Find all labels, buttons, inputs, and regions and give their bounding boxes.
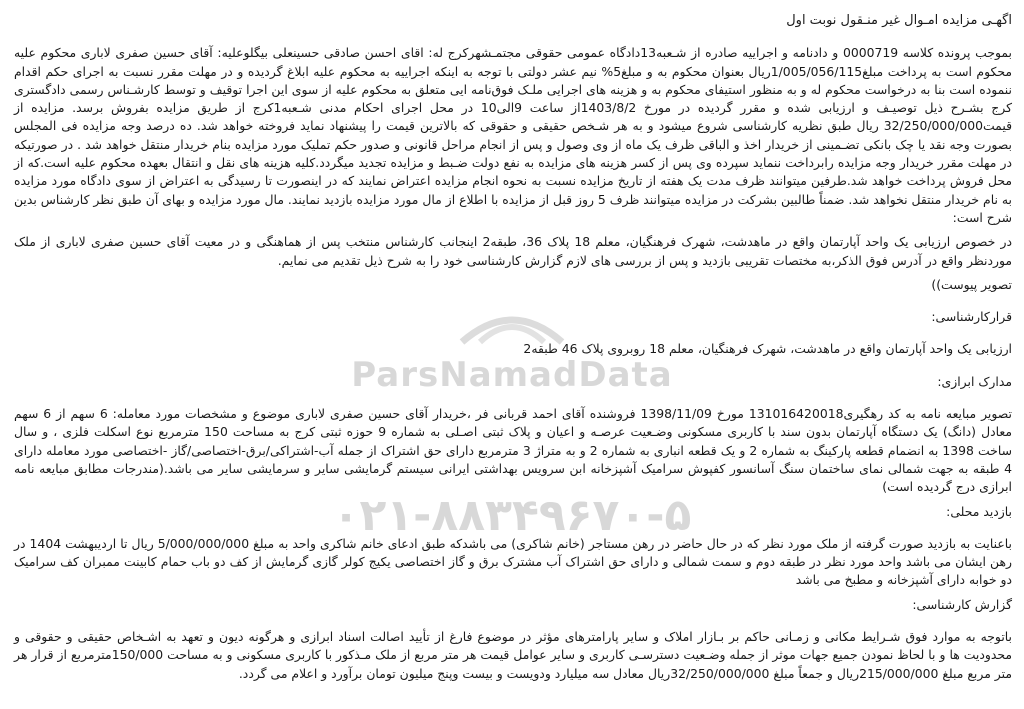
watermark-phone: ۰۲۱-۸۸۳۴۹۶۷۰-۵ [332,490,692,541]
expert-order-heading: قرارکارشناسی: [931,309,1012,325]
intro-paragraph: بموجب پرونده کلاسه 0000719 و دادنامه و اجراییه صادره از شـعبه13دادگاه عمومی حقوقی مجتمـشهرکرج له: اقای احسن صادقی حسینعلی بیگلوعلیه: آقای حسین صفری لاباری محکوم علیه محکوم است به پرداخت مبلغ1/005/056/115ریال بعنوان محکوم به و مبلغ5% نیم عشر دولتی با توجه به اینکه اجراییه به محکوم علیه ابلاغ گردیده و در مهلت مقرر نسبت به اجرای حکم اقدام ننموده است بنا به درخواست محکوم له و به منظور استیفای محکوم به و هزینه های اجرایی ملـک فوق‌نامه ایی متعلق به محکوم علیه از سوی این اجرا توقیف و توسط کارشـناس رسمی دادگستری کرج بشـرح ذیل توصیـف و ارزیابی شده و مقرر گردیده در مورخ 1403/8/2از ساعت 9الی10 در محل اجرای احکام مدنی شـعبه1کرج از طریق مزایده بفروش برسد. مزایده از قیمت32/250/000/000 ریال طبق نظریه کارشناسی شروع میشود و به هر شـخص حقیقی و حقوقی که بالاترین قیمت را پیشنهاد نماید فروخته خواهد شد. ده درصد وجه مزایده فی المجلس بصورت وجه نقد یا چک بانکی تضـمینی از خریدار اخذ و الباقی ظرف یک ماه از وی وصول و پس از انجام مراحل قانونی و صدور حکم تملیک مورد مزایده بنام خریدار منتقل خواهد شد . در صورتیکه در مهلت مقرر خریدار وجه مزایده رابرداخت ننماید سپرده وی پس از کسر هزینه های مزایده به نفع دولت ضـبط و مزایده تجدید میگردد.کلیه هزینه های نقل و انتقال بعهده محکوم علیه است.که از محل فروش پرداخت خواهد شد.طرفین میتوانند ظرف مدت یک هفته از تاریخ مزایده نسبت به نحوه انجام مزایده اعتراض نمایند که در اینصورت تا رسیدگی به اعتراض از سوی دادگاه مورد مزایده به نام خریدار منتقل نخواهد شد. ضمناً طالبین بشرکت در مزایده میتوانند ظرف 5 روز قبل از مزایده با اطلاع از مال مورد مزایده بازدید نمایند. مال مورد مزایده و بهای آن طبق نظر کارشناس بدین شرح است: [14,45,1012,225]
expert-report-paragraph: باتوجه به موارد فوق شـرایط مکانی و زمـانی حاکم بر بـازار املاک و سایر پارامترهای مؤثر در موضوع فارغ از تأیید اصالت اسناد ابرازی و هرگونه دیون و تعهد به اشـخاص حقیقی و حقوقی و محدودیت ها و با لحاظ نمودن جمیع جهات موثر از جمله وضـعیت دسترسـی کاربری و سایر عوامل قیمت هر متر مربع از ملک مـذکور با کاربری مسکونی و به مساحت 150/000مترمربع از قرار هر متر مربع مبلغ 215/000/000ریال و جمعاً مبلغ 32/250/000/000ریال معادل سه میلیارد ودویست و بیست وپنج میلیون تومان برآورد و اعلام می گردد. [14,629,1013,681]
expert-report-heading: گزارش کارشناسی: [912,596,1012,612]
site-visit-heading: بازدید محلی: [946,503,1012,519]
site-visit-paragraph: باعنایت به بازدید صورت گرفته از ملک مورد نظر که در حال حاضر در رهن مستاجر (خانم شاکری) می باشدکه طبق ادعای خانم شاکری واحد به مبلغ 5/000/000/000 ریال تا اردیبهشت 1404 در رهن ایشان می باشد واحد مورد نظر در طبقه دوم و سمت شمالی و دارای حق اشتراک آب مشترک برق و گاز اختصاصی یکیج کولر گازی گرمایش از کف دو باب حمام کابینت ممبران کف سرامیک دو خوابه دارای آشپزخانه و مطبخ می باشد [14,535,1012,588]
documents-paragraph: تصویر مبایعه نامه به کد رهگیری131016420018 مورخ 1398/11/09 فروشنده آقای احمد قربانی فر ،خریدار آقای حسین صفری لاباری موضوع و مشخصات مورد معامله: 6 سهم از 6 سهم معادل (دانگ) یک دستگاه آپارتمان بدون سند با کاربری مسکونی وضـعیت عرصـه و اعیان و پلاک ثبتی اصـلی به شماره 9 حوزه ثبتی کرج به مساحت 150 مترمربع نوع اسکلت فلزی ، و سال ساخت 1398 به انضمام قطعه پارکینگ به شماره 2 و یک قطعه انباری به شماره 2 و به متراژ 3 مترمربع دارای حق اشتراک از جمله آب-اشتراکی/برق-اختصاصی/گاز -اختصاصی مورد معامله دارای 4 طبقه به جهت شمالی نمای ساختمان سنگ آسانسور کفپوش سرامیک آشپزخانه ابن سرویس بهداشتی ایرانی سیستم گرمایشی سایر و سرمایشی سایر می باشد.(مندرجات مطابق مبایعه نامه ابرازی درج گردیده است) [14,406,1012,495]
documents-heading: مدارک ابرازی: [937,373,1012,389]
expert-order-text: ارزیابی یک واحد آپارتمان واقع در ماهدشت، شهرک فرهنگیان، معلم 18 روبروی پلاک 46 طبقه2 [523,341,1012,357]
watermark-name: ParsNamadData [351,355,673,395]
document-title: اگهـی مزایده امـوال غیر منـقول نوبت اول [786,13,1012,28]
attachment-note: تصویر پیوست)) [931,276,1012,292]
assessment-intro-paragraph: در خصوص ارزیابی یک واحد آپارتمان واقع در ماهدشت، شهرک فرهنگیان، معلم 18 پلاک 36، طبقه2 اینجانب کارشناس منتخب پس از هماهنگی و در معیت آقای حسین صفری لاباری از ملک موردنظر واقع در آدرس فوق الذکر،به مختصات تقریبی بازدید و پس از بررسی های لازم گزارش کارشناسی خود را به شرح ذیل تقدیم می نمایم. [14,234,1013,268]
